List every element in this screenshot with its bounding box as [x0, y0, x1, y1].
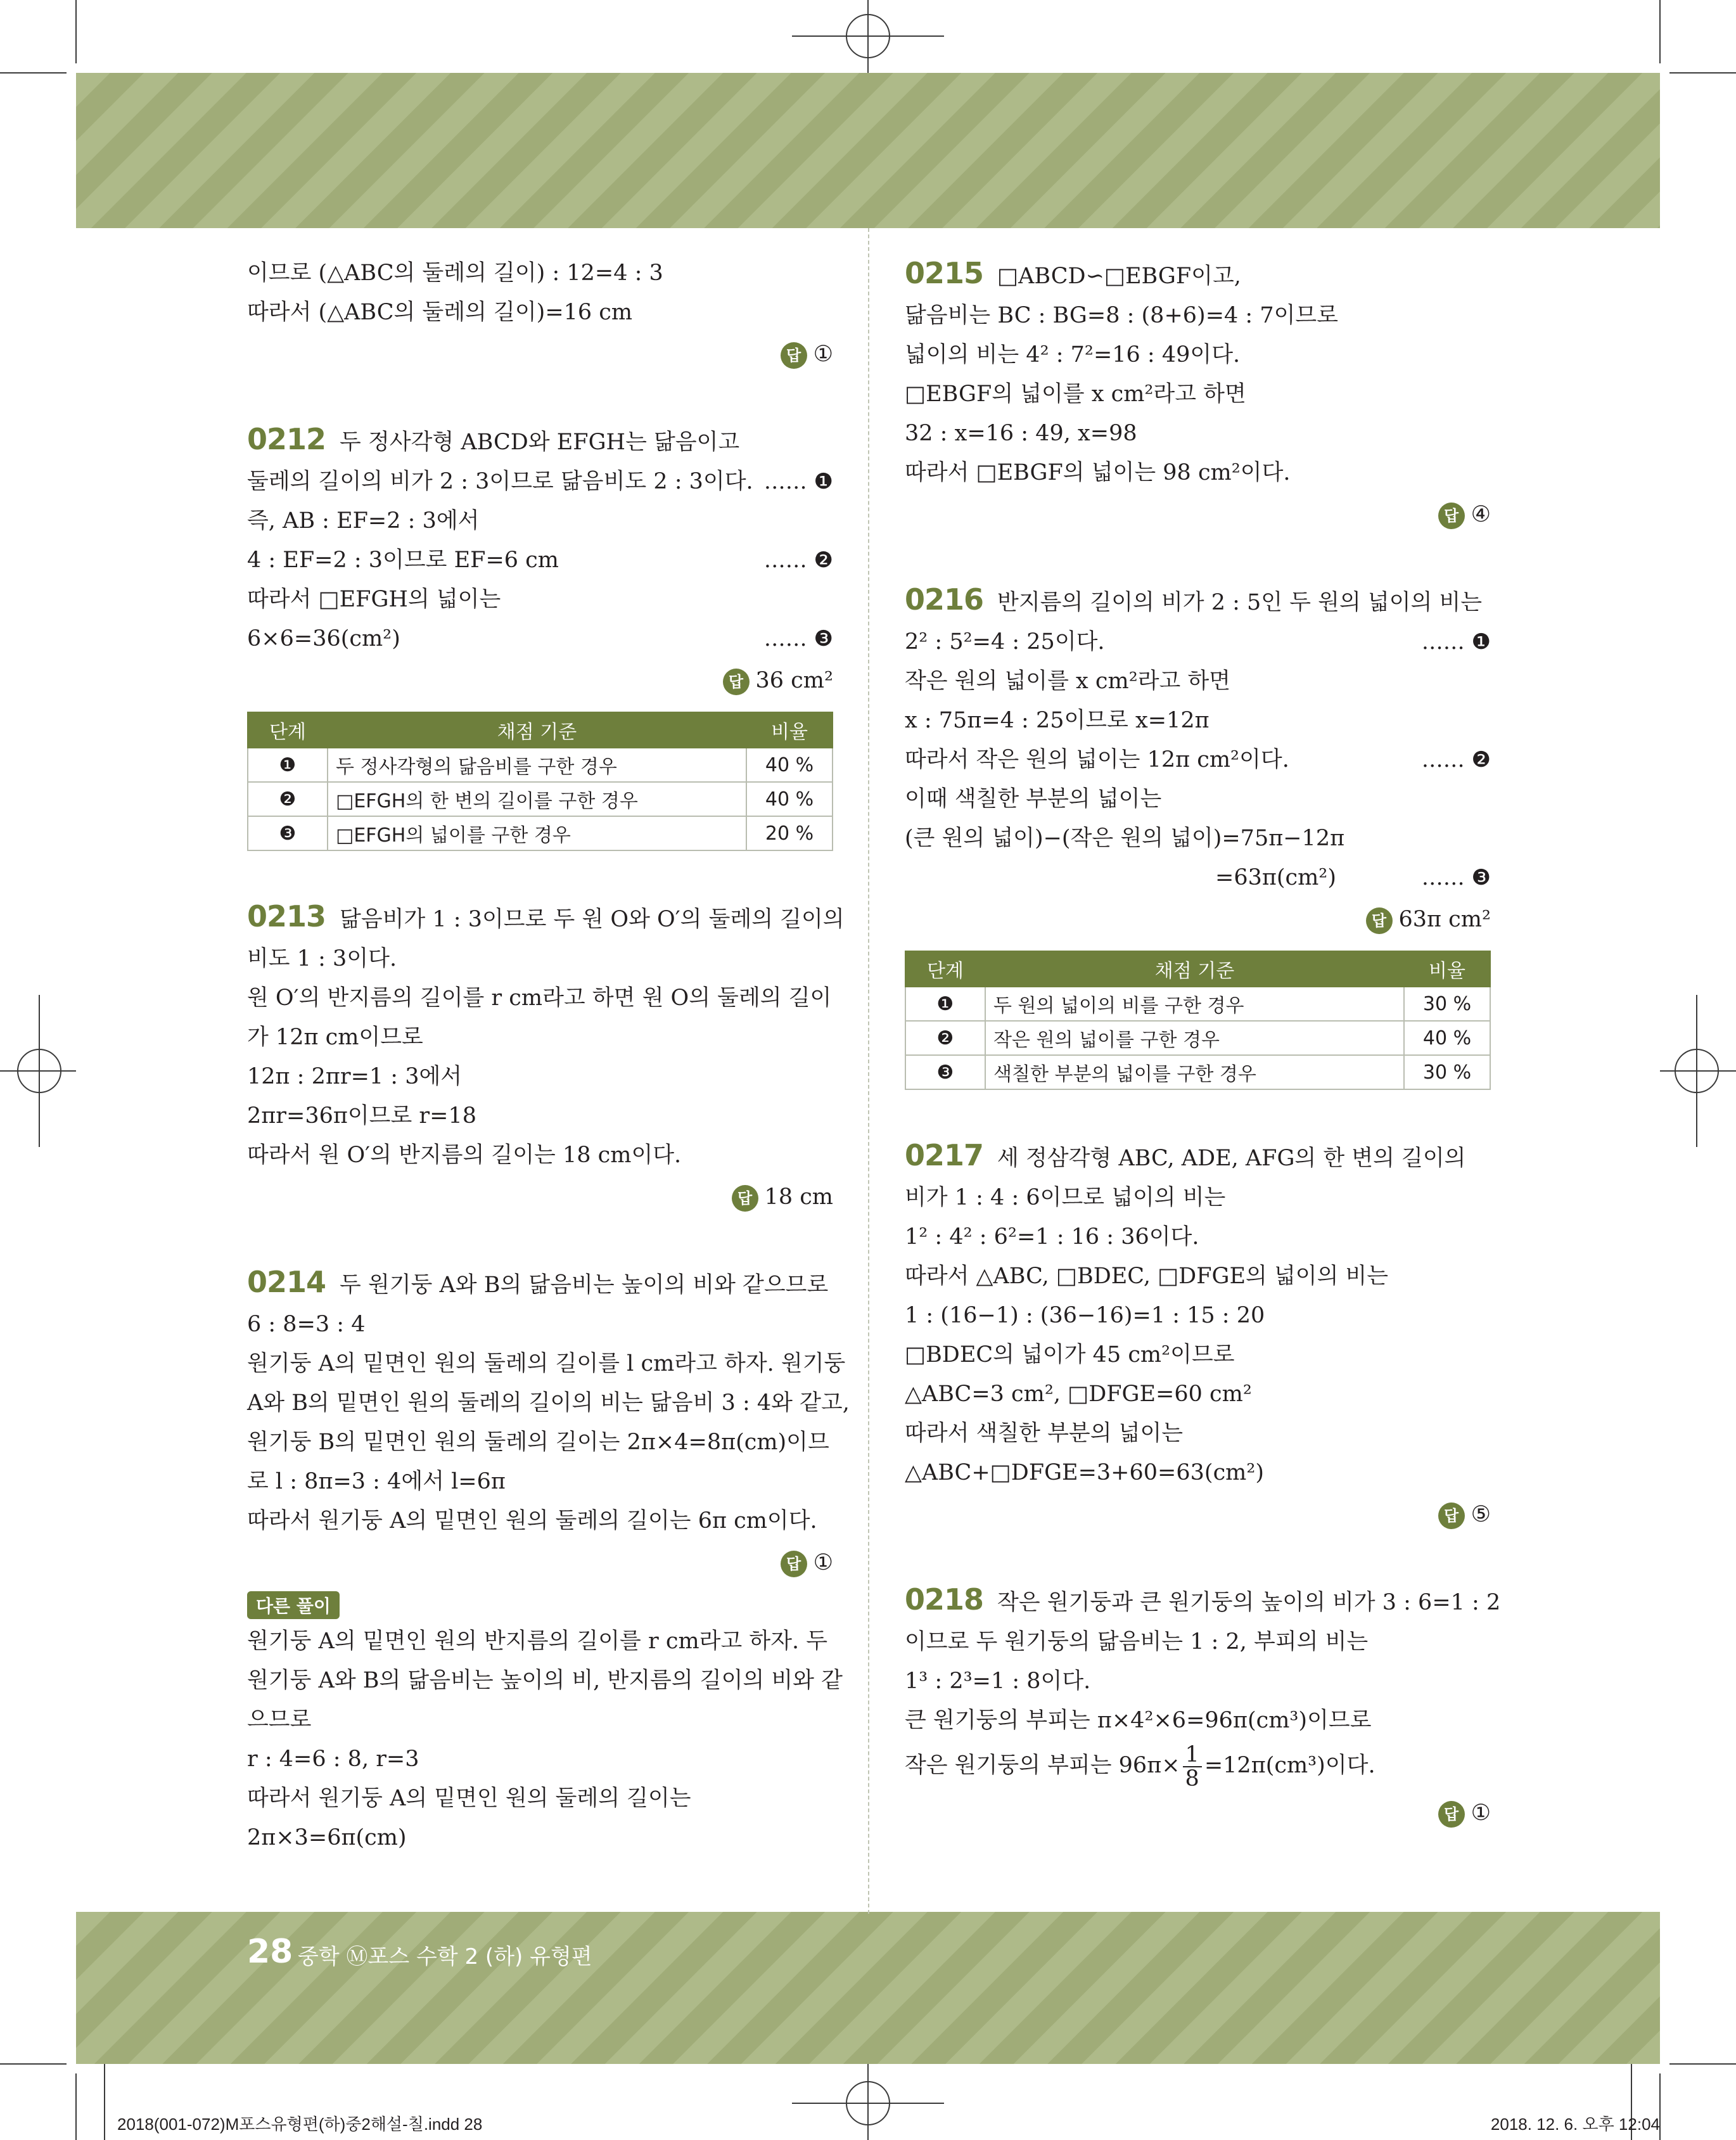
step-cell: ❶ — [248, 748, 328, 782]
solution-line: △ABC=3 cm², □DFGE=60 cm² — [905, 1381, 1252, 1407]
solution-line: △ABC+□DFGE=3+60=63(cm²) — [905, 1460, 1265, 1485]
solution-line: 두 원기둥 A와 B의 닮음비는 높이의 비와 같으므로 — [340, 1272, 829, 1298]
answer-badge: 답 — [781, 342, 807, 369]
solution-line: 4 : EF=2 : 3이므로 EF=6 cm — [247, 548, 559, 573]
alt-solution-line: 2π×3=6π(cm) — [247, 1825, 407, 1850]
table-header: 채점 기준 — [985, 951, 1404, 987]
solution-text: =12π(cm³)이다. — [1204, 1753, 1375, 1778]
solution-line: 비도 1 : 3이다. — [247, 946, 397, 971]
step-marker: …… ❷ — [763, 548, 833, 573]
problem-0213 — [247, 897, 845, 1217]
solution-line: 즉, AB : EF=2 : 3에서 — [247, 508, 480, 534]
solution-line: 세 정삼각형 ABC, ADE, AFG의 한 변의 길이의 — [997, 1146, 1466, 1171]
solution-line: 이때 색칠한 부분의 넓이는 — [905, 786, 1162, 812]
table-header: 채점 기준 — [328, 712, 746, 748]
criteria-cell: □EFGH의 한 변의 길이를 구한 경우 — [328, 782, 746, 816]
step-cell: ❷ — [905, 1021, 985, 1055]
answer-value: ① — [813, 342, 833, 367]
alt-solution-line: 원기둥 A와 B의 닮음비는 높이의 비, 반지름의 길이의 비와 같 — [247, 1668, 843, 1693]
ratio-cell: 30 % — [1404, 1055, 1490, 1089]
solution-line: 이므로 (△ABC의 둘레의 길이) : 12=4 : 3 — [247, 260, 663, 286]
criteria-cell: 작은 원의 넓이를 구한 경우 — [985, 1021, 1404, 1055]
answer-badge: 답 — [1438, 1801, 1465, 1828]
book-title: 중학 Ⓜ포스 수학 2 (하) 유형편 — [298, 1944, 592, 1970]
solution-line: 따라서 원기둥 A의 밑면인 원의 둘레의 길이는 6π cm이다. — [247, 1508, 817, 1534]
answer-value: 63π cm² — [1398, 907, 1491, 932]
answer-badge: 답 — [732, 1185, 758, 1212]
solution-line: 원기둥 A의 밑면인 원의 둘레의 길이를 l cm라고 하자. 원기둥 — [247, 1351, 846, 1376]
solution-line: 이므로 두 원기둥의 닮음비는 1 : 2, 부피의 비는 — [905, 1629, 1369, 1655]
table-row — [248, 748, 833, 782]
answer — [905, 1793, 1491, 1833]
solution-line: (큰 원의 넓이)−(작은 원의 넓이)=75π−12π — [905, 826, 1345, 851]
problem-0214 — [247, 1262, 850, 1857]
solution-line: 32 : x=16 : 49, x=98 — [905, 421, 1137, 446]
solution-line: 1 : (16−1) : (36−16)=1 : 15 : 20 — [905, 1303, 1265, 1328]
left-column — [247, 253, 850, 1857]
solution-line: 1³ : 2³=1 : 8이다. — [905, 1669, 1091, 1694]
problem-number: 0218 — [905, 1582, 984, 1617]
solution-line: 따라서 □EBGF의 넓이는 98 cm²이다. — [905, 460, 1291, 485]
alt-solution-line: 따라서 원기둥 A의 밑면인 원의 둘레의 길이는 — [247, 1786, 691, 1811]
step-marker: …… ❶ — [763, 469, 833, 494]
answer — [905, 900, 1491, 939]
table-row — [905, 1055, 1490, 1089]
step-cell: ❸ — [248, 816, 328, 850]
solution-line: 따라서 △ABC, □BDEC, □DFGE의 넓이의 비는 — [905, 1264, 1389, 1289]
answer — [247, 661, 833, 700]
answer-value: 36 cm² — [755, 668, 833, 693]
criteria-cell: 색칠한 부분의 넓이를 구한 경우 — [985, 1055, 1404, 1089]
solution-line: 따라서 색칠한 부분의 넓이는 — [905, 1421, 1184, 1446]
step-marker: …… ❷ — [1421, 747, 1491, 772]
answer-value: ④ — [1471, 502, 1491, 527]
solution-line: □ABCD∽□EBGF이고, — [997, 264, 1241, 289]
solution-line: 반지름의 길이의 비가 2 : 5인 두 원의 넓이의 비는 — [997, 590, 1483, 615]
problem-0218 — [905, 1580, 1501, 1833]
solution-line: x : 75π=4 : 25이므로 x=12π — [905, 708, 1209, 733]
solution-line: 따라서 작은 원의 넓이는 12π cm²이다. — [905, 747, 1289, 772]
solution-line: 작은 원의 넓이를 x cm²라고 하면 — [905, 669, 1231, 694]
alternative-solution-badge: 다른 풀이 — [247, 1591, 340, 1619]
problem-number: 0213 — [247, 899, 326, 933]
solution-line: 로 l : 8π=3 : 4에서 l=6π — [247, 1469, 506, 1494]
solution-line: □BDEC의 넓이가 45 cm²이므로 — [905, 1342, 1235, 1368]
solution-line: 비가 1 : 4 : 6이므로 넓이의 비는 — [905, 1185, 1226, 1210]
problem-number: 0212 — [247, 422, 326, 456]
step-marker: …… ❶ — [1421, 629, 1491, 655]
problem-0217 — [905, 1136, 1491, 1534]
solution-line: 두 정사각형 ABCD와 EFGH는 닮음이고 — [340, 430, 740, 455]
answer — [905, 495, 1491, 534]
ratio-cell: 30 % — [1404, 987, 1490, 1021]
answer — [247, 335, 833, 374]
solution-text: 작은 원기둥의 부피는 96π× — [905, 1753, 1180, 1778]
alt-solution-line: 으므로 — [247, 1707, 312, 1733]
answer-value: ⑤ — [1471, 1502, 1491, 1527]
table-header: 비율 — [746, 712, 833, 748]
solution-line: 2² : 5²=4 : 25이다. — [905, 629, 1105, 655]
print-slug-file: 2018(001-072)M포스유형편(하)중2해설-칠.indd 28 — [117, 2115, 483, 2134]
solution-line: 원 O′의 반지름의 길이를 r cm라고 하면 원 O의 둘레의 길이 — [247, 985, 832, 1011]
solution-line: 넓이의 비는 4² : 7²=16 : 49이다. — [905, 342, 1241, 368]
solution-line: 6×6=36(cm²) — [247, 626, 400, 651]
problem-0215 — [905, 253, 1491, 534]
problem-number: 0216 — [905, 582, 984, 617]
step-marker: …… ❸ — [763, 626, 833, 651]
solution-line: 원기둥 B의 밑면인 원의 둘레의 길이는 2π×4=8π(cm)이므 — [247, 1430, 829, 1455]
intro-solution — [247, 253, 833, 374]
table-row — [905, 987, 1490, 1021]
fraction-denominator: 8 — [1185, 1765, 1199, 1791]
table-header: 비율 — [1404, 951, 1490, 987]
solution-line: 따라서 원 O′의 반지름의 길이는 18 cm이다. — [247, 1143, 682, 1168]
solution-line: 따라서 □EFGH의 넓이는 — [247, 587, 501, 612]
problem-number: 0215 — [905, 256, 984, 290]
solution-line: 6 : 8=3 : 4 — [247, 1312, 366, 1337]
scoring-table — [905, 951, 1491, 1090]
table-header: 단계 — [248, 712, 328, 748]
step-cell: ❷ — [248, 782, 328, 816]
column-divider — [868, 228, 869, 1914]
answer-badge: 답 — [1438, 1502, 1465, 1529]
ratio-cell: 40 % — [746, 748, 833, 782]
answer — [905, 1495, 1491, 1534]
answer — [247, 1543, 833, 1582]
answer-badge: 답 — [1438, 503, 1465, 529]
table-row — [905, 1021, 1490, 1055]
problem-number: 0217 — [905, 1138, 984, 1172]
solution-line: 닮음비는 BC : BG=8 : (8+6)=4 : 7이므로 — [905, 303, 1339, 328]
solution-line: 큰 원기둥의 부피는 π×4²×6=96π(cm³)이므로 — [905, 1708, 1372, 1733]
solution-line: 닮음비가 1 : 3이므로 두 원 O와 O′의 둘레의 길이의 — [340, 907, 845, 932]
table-header: 단계 — [905, 951, 985, 987]
answer-value: 18 cm — [764, 1184, 833, 1210]
answer-badge: 답 — [1366, 907, 1393, 934]
step-cell: ❶ — [905, 987, 985, 1021]
problem-0216 — [905, 580, 1491, 1090]
problem-number: 0214 — [247, 1265, 326, 1299]
table-row — [248, 816, 833, 850]
solution-line: 가 12π cm이므로 — [247, 1025, 423, 1050]
step-marker: …… ❸ — [1421, 865, 1491, 890]
page-number: 28 — [247, 1933, 293, 1971]
table-row — [248, 782, 833, 816]
problem-0212 — [247, 420, 833, 851]
criteria-cell: 두 정사각형의 닮음비를 구한 경우 — [328, 748, 746, 782]
solution-line — [905, 1740, 1491, 1791]
solution-line: 따라서 (△ABC의 둘레의 길이)=16 cm — [247, 300, 633, 325]
answer-badge: 답 — [723, 669, 750, 695]
answer — [247, 1177, 833, 1217]
alt-solution-line: 원기둥 A의 밑면인 원의 반지름의 길이를 r cm라고 하자. 두 — [247, 1629, 828, 1654]
answer-value: ① — [1471, 1800, 1491, 1826]
print-slug-timestamp: 2018. 12. 6. 오후 12:04 — [1490, 2115, 1660, 2134]
answer-value: ① — [813, 1550, 833, 1575]
criteria-cell: 두 원의 넓이의 비를 구한 경우 — [985, 987, 1404, 1021]
solution-line: 12π : 2πr=1 : 3에서 — [247, 1064, 463, 1089]
ratio-cell: 20 % — [746, 816, 833, 850]
solution-line: A와 B의 밑면인 원의 둘레의 길이의 비는 닮음비 3 : 4와 같고, — [247, 1390, 850, 1416]
solution-line: 둘레의 길이의 비가 2 : 3이므로 닮음비도 2 : 3이다. — [247, 469, 753, 494]
ratio-cell: 40 % — [746, 782, 833, 816]
scoring-table — [247, 712, 833, 851]
solution-line: =63π(cm²) — [1215, 865, 1336, 890]
right-column — [905, 253, 1501, 1833]
fraction-numerator: 1 — [1183, 1743, 1202, 1767]
fraction — [1183, 1743, 1202, 1790]
answer-badge: 답 — [781, 1551, 807, 1577]
alt-solution-line: r : 4=6 : 8, r=3 — [247, 1746, 419, 1772]
solution-line: 작은 원기둥과 큰 원기둥의 높이의 비가 3 : 6=1 : 2 — [997, 1590, 1501, 1615]
solution-line: 1² : 4² : 6²=1 : 16 : 36이다. — [905, 1224, 1199, 1250]
ratio-cell: 40 % — [1404, 1021, 1490, 1055]
solution-line: 2πr=36π이므로 r=18 — [247, 1103, 477, 1129]
step-cell: ❸ — [905, 1055, 985, 1089]
criteria-cell: □EFGH의 넓이를 구한 경우 — [328, 816, 746, 850]
solution-line: □EBGF의 넓이를 x cm²라고 하면 — [905, 381, 1246, 407]
